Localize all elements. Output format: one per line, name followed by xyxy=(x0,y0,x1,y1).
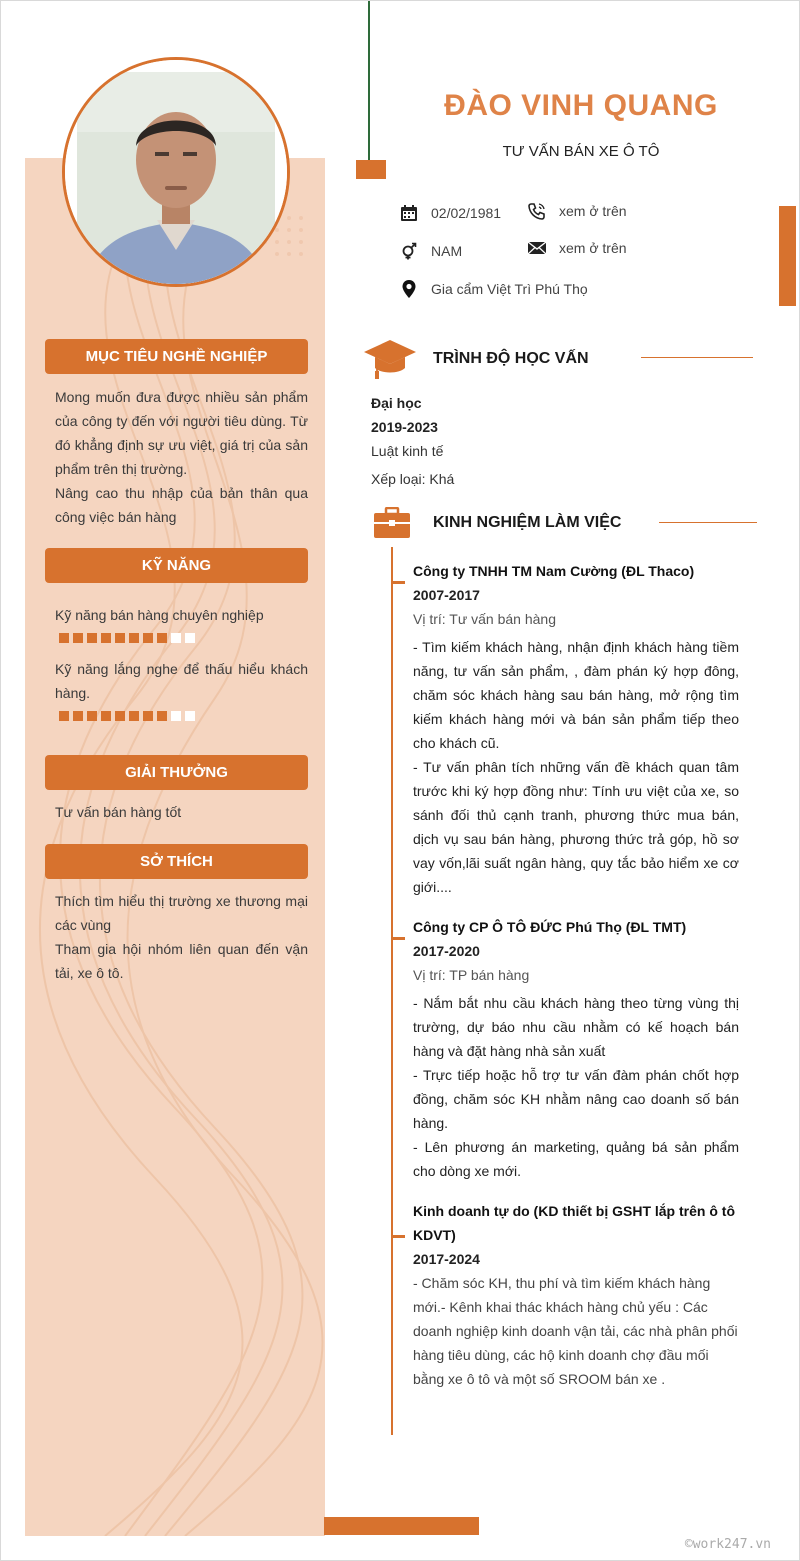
right-accent-bar xyxy=(779,206,796,306)
address-value: Gia cẩm Việt Trì Phú Thọ xyxy=(431,281,588,297)
info-address xyxy=(399,279,588,299)
job-duty: - Trực tiếp hoặc hỗ trợ tư vấn đàm phán chốt hợp đồng, chăm sóc KH nhằm nâng cao doanh số bán hàng. xyxy=(413,1067,739,1131)
bottom-accent-bar xyxy=(324,1517,479,1535)
skill-level-bar xyxy=(59,711,195,721)
calendar-icon xyxy=(399,203,419,223)
skill-level-square xyxy=(185,711,195,721)
skill-level-square xyxy=(129,633,139,643)
skill-level-square xyxy=(143,633,153,643)
job-duty: - Nắm bắt nhu cầu khách hàng theo từng vùng thị trường, dự báo nhu cầu nhằm có kế hoạch bán hàng và đặt hàng nhà sản xuất xyxy=(413,995,739,1059)
job-years: 2007-2017 xyxy=(413,587,480,603)
skill-level-square xyxy=(101,711,111,721)
birthday-value: 02/02/1981 xyxy=(431,205,502,221)
briefcase-icon xyxy=(373,507,411,539)
phone-icon xyxy=(527,201,547,221)
experience-timeline xyxy=(391,547,393,1435)
education-major: Luật kinh tế xyxy=(371,443,444,459)
education-years: 2019-2023 xyxy=(371,419,438,435)
phone-value: xem ở trên xyxy=(559,203,627,219)
education-entry xyxy=(371,391,454,491)
skill-level-square xyxy=(87,711,97,721)
experience-title: KINH NGHIỆM LÀM VIỆC xyxy=(433,514,622,531)
education-title-line xyxy=(641,357,753,358)
job-duty: - Chăm sóc KH, thu phí và tìm kiếm khách hàng mới.- Kênh khai thác khách hàng chủ yếu : Các doanh nghiệp kinh doanh vận tải, các nhà phân phối hàng tiêu dùng, các hộ kinh doanh chợ đầu mối bằng xe ô tô và một số SROOM bán xe . xyxy=(413,1275,738,1387)
objective-paragraph: Mong muốn đưa được nhiều sản phẩm của công ty đến với người tiêu dùng. Từ đó khẳng định sự ưu việt, giá trị của sản phẩm trên thị trường. xyxy=(55,389,308,477)
skill-level-bar xyxy=(59,633,195,643)
candidate-name: ĐÀO VINH QUANG xyxy=(444,89,718,122)
job-entry xyxy=(413,915,739,1183)
job-years: 2017-2020 xyxy=(413,943,480,959)
hobby-item: Thích tìm hiểu thị trường xe thương mại các vùng xyxy=(55,893,308,933)
skill-name: Kỹ năng lắng nghe để thấu hiểu khách hàng. xyxy=(55,661,308,701)
skill-level-square xyxy=(73,633,83,643)
mail-icon xyxy=(527,238,547,258)
top-accent-block xyxy=(356,160,386,179)
skill-level-square xyxy=(171,711,181,721)
info-email xyxy=(527,238,627,258)
skill-level-square xyxy=(143,711,153,721)
candidate-role: TƯ VẤN BÁN XE Ô TÔ xyxy=(502,143,660,160)
job-company: Công ty TNHH TM Nam Cường (ĐL Thaco) xyxy=(413,563,695,579)
experience-title-line xyxy=(659,522,757,523)
job-years: 2017-2024 xyxy=(413,1251,480,1267)
avatar xyxy=(62,57,290,287)
job-position: Vị trí: Tư vấn bán hàng xyxy=(413,611,556,627)
job-duty: - Tư vấn phân tích những vấn đề khách quan tâm trước khi ký hợp đồng như: Tính ưu việt của xe, so sánh đối thủ cạnh tranh, phương thức mua bán, dịch vụ sau bán hàng, phương thức trả góp, hồ sơ vay vốn,lãi suất ngân hàng, quy tắc bảo hiểm xe cơ giới.... xyxy=(413,759,739,895)
skill-level-square xyxy=(115,633,125,643)
job-position: Vị trí: TP bán hàng xyxy=(413,967,530,983)
watermark: ©work247.vn xyxy=(684,1537,771,1552)
experience-header xyxy=(373,507,621,539)
job-entry xyxy=(413,559,739,899)
job-description xyxy=(413,635,739,899)
job-description xyxy=(413,991,739,1183)
awards-title: GIẢI THƯỞNG xyxy=(45,755,308,790)
timeline-marker xyxy=(391,1235,405,1238)
top-divider-line xyxy=(368,1,370,161)
hobbies-title: SỞ THÍCH xyxy=(45,844,308,879)
location-icon xyxy=(399,279,419,299)
skills-title: KỸ NĂNG xyxy=(45,548,308,583)
job-duty: - Lên phương án marketing, quảng bá sản phẩm cho dòng xe mới. xyxy=(413,1139,739,1179)
job-entry xyxy=(413,1199,739,1391)
skill-level-square xyxy=(129,711,139,721)
job-company: Công ty CP Ô TÔ ĐỨC Phú Thọ (ĐL TMT) xyxy=(413,919,687,935)
skill-level-square xyxy=(115,711,125,721)
gender-icon xyxy=(399,241,419,261)
education-level: Đại học xyxy=(371,395,422,411)
email-value: xem ở trên xyxy=(559,240,627,256)
awards-text: Tư vấn bán hàng tốt xyxy=(55,804,182,820)
job-duty: - Tìm kiếm khách hàng, nhận định khách hàng tiềm năng, tư vấn sản phẩm, , đàm phán ký hợp đông, chăm sóc khách hàng sau bán hàng, mở rộng tìm kiếm khách hàng mới và bán sản phẩm tiếp theo cho khách cũ. xyxy=(413,639,739,751)
timeline-marker xyxy=(391,581,405,584)
hobby-item: Tham gia hội nhóm liên quan đến vận tải, xe ô tô. xyxy=(55,941,308,981)
education-title: TRÌNH ĐỘ HỌC VẤN xyxy=(433,350,589,367)
skill-level-square xyxy=(157,711,167,721)
job-description xyxy=(413,1271,739,1391)
skill-level-square xyxy=(101,633,111,643)
info-gender xyxy=(399,241,462,261)
info-phone xyxy=(527,201,627,221)
objective-text xyxy=(55,385,308,529)
education-header xyxy=(363,338,589,380)
skill-level-square xyxy=(73,711,83,721)
objective-title: MỤC TIÊU NGHỀ NGHIỆP xyxy=(45,339,308,374)
skill-level-square xyxy=(185,633,195,643)
profile-photo xyxy=(65,60,287,284)
job-company: Kinh doanh tự do (KD thiết bị GSHT lắp trên ô tô KDVT) xyxy=(413,1203,735,1243)
skill-level-square xyxy=(171,633,181,643)
skill-level-square xyxy=(157,633,167,643)
info-birthday xyxy=(399,203,501,223)
objective-paragraph: Nâng cao thu nhập của bản thân qua công việc bán hàng xyxy=(55,485,308,525)
skill-name: Kỹ năng bán hàng chuyên nghiệp xyxy=(55,607,264,623)
skill-level-square xyxy=(87,633,97,643)
hobbies-text xyxy=(55,889,308,985)
graduation-cap-icon xyxy=(363,338,417,380)
gender-value: NAM xyxy=(431,243,463,259)
timeline-marker xyxy=(391,937,405,940)
education-grade: Xếp loại: Khá xyxy=(371,471,455,487)
skill-level-square xyxy=(59,711,69,721)
skill-level-square xyxy=(59,633,69,643)
